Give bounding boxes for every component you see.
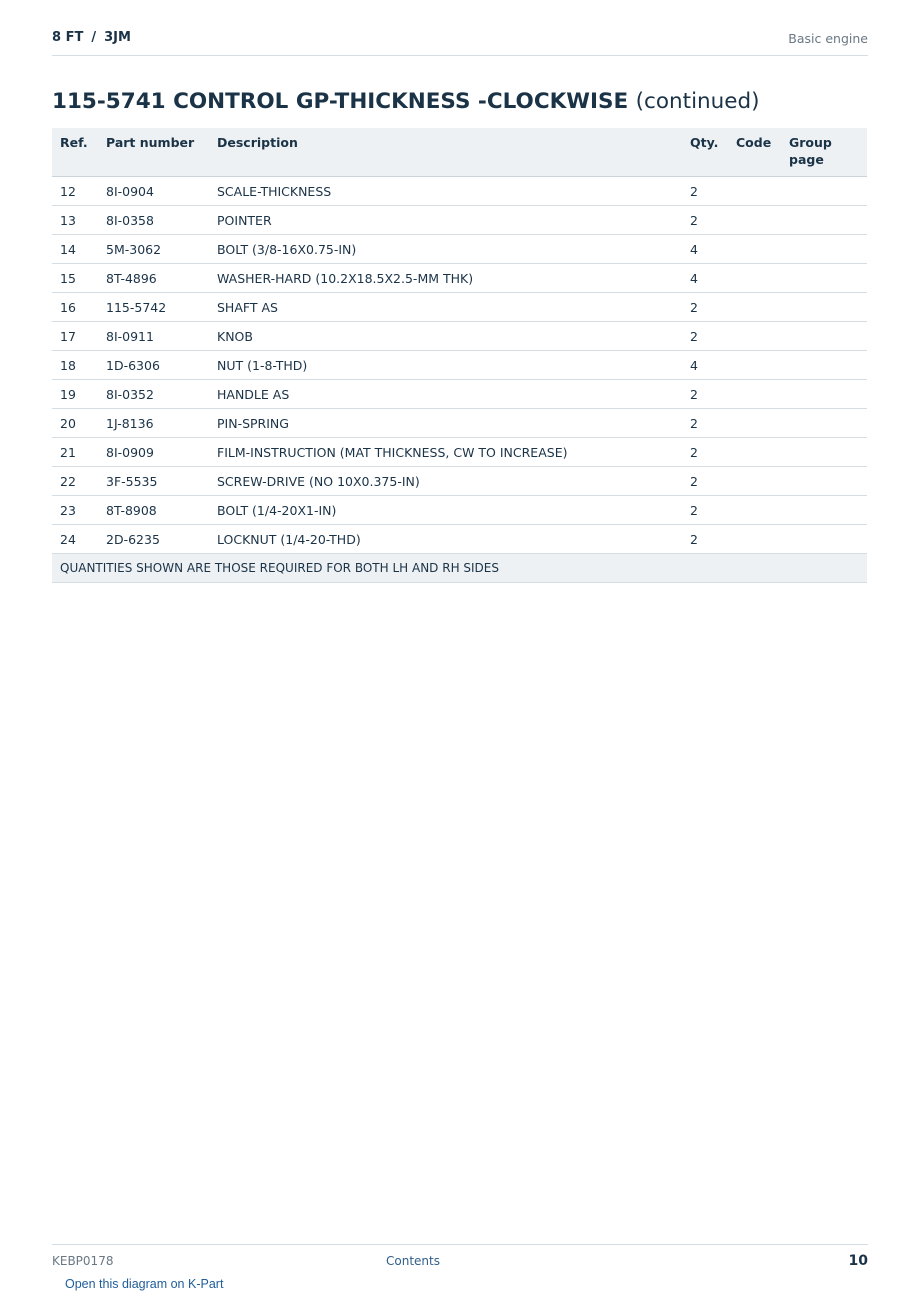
- part-number-cell[interactable]: 8T-8908: [98, 496, 209, 525]
- qty-cell: 2: [682, 467, 728, 496]
- document-id: KEBP0178: [52, 1254, 114, 1268]
- description-cell: LOCKNUT (1/4-20-THD): [209, 525, 682, 554]
- part-number-cell[interactable]: 8I-0358: [98, 206, 209, 235]
- description-cell: POINTER: [209, 206, 682, 235]
- breadcrumb: [52, 30, 131, 45]
- table-row: [52, 380, 867, 409]
- code-cell: [728, 380, 781, 409]
- qty-cell: 2: [682, 380, 728, 409]
- table-note-row: [52, 554, 867, 583]
- code-cell: [728, 264, 781, 293]
- group-page-cell: [781, 264, 867, 293]
- page-header: [52, 28, 868, 56]
- table-row: [52, 438, 867, 467]
- description-cell: PIN-SPRING: [209, 409, 682, 438]
- group-page-cell: [781, 380, 867, 409]
- quantities-note: QUANTITIES SHOWN ARE THOSE REQUIRED FOR BOTH LH AND RH SIDES: [52, 554, 867, 583]
- part-number-cell[interactable]: 8I-0911: [98, 322, 209, 351]
- qty-cell: 2: [682, 177, 728, 206]
- part-number-cell[interactable]: 1D-6306: [98, 351, 209, 380]
- table-row: [52, 235, 867, 264]
- group-page-cell: [781, 322, 867, 351]
- breadcrumb-serial[interactable]: 3JM: [104, 30, 131, 45]
- code-cell: [728, 496, 781, 525]
- ref-cell[interactable]: 17: [52, 322, 98, 351]
- group-page-cell: [781, 438, 867, 467]
- description-cell: SCREW-DRIVE (NO 10X0.375-IN): [209, 467, 682, 496]
- table-row: [52, 409, 867, 438]
- description-cell: HANDLE AS: [209, 380, 682, 409]
- ref-cell[interactable]: 22: [52, 467, 98, 496]
- description-cell: KNOB: [209, 322, 682, 351]
- table-row: [52, 206, 867, 235]
- table-row: [52, 525, 867, 554]
- page-footer: [52, 1244, 868, 1269]
- section-label: Basic engine: [788, 31, 868, 46]
- col-header-qty-label: Qty.: [690, 135, 719, 150]
- table-header-row: [52, 128, 867, 177]
- ref-cell[interactable]: 16: [52, 293, 98, 322]
- qty-cell: 2: [682, 525, 728, 554]
- ref-cell[interactable]: 15: [52, 264, 98, 293]
- code-cell: [728, 467, 781, 496]
- table-body: [52, 177, 867, 554]
- group-page-cell: [781, 467, 867, 496]
- description-cell: WASHER-HARD (10.2X18.5X2.5-MM THK): [209, 264, 682, 293]
- part-number-cell[interactable]: 8T-4896: [98, 264, 209, 293]
- qty-cell: 4: [682, 351, 728, 380]
- col-header-group-page: Group page: [781, 128, 867, 177]
- breadcrumb-model[interactable]: 8 FT: [52, 30, 84, 45]
- part-number-cell[interactable]: 8I-0352: [98, 380, 209, 409]
- parts-table: [52, 128, 867, 583]
- code-cell: [728, 438, 781, 467]
- table-row: [52, 351, 867, 380]
- ref-cell[interactable]: 23: [52, 496, 98, 525]
- description-cell: SCALE-THICKNESS: [209, 177, 682, 206]
- group-page-cell: [781, 409, 867, 438]
- group-page-cell: [781, 525, 867, 554]
- group-page-cell: [781, 235, 867, 264]
- ref-cell[interactable]: 19: [52, 380, 98, 409]
- ref-cell[interactable]: 21: [52, 438, 98, 467]
- page-number: 10: [848, 1253, 868, 1269]
- qty-cell: 4: [682, 264, 728, 293]
- table-row: [52, 467, 867, 496]
- col-header-ref: Ref.: [52, 128, 98, 177]
- col-header-code: Code: [728, 128, 781, 177]
- description-cell: SHAFT AS: [209, 293, 682, 322]
- qty-cell: 2: [682, 409, 728, 438]
- part-number-cell[interactable]: 1J-8136: [98, 409, 209, 438]
- part-number-cell[interactable]: 2D-6235: [98, 525, 209, 554]
- contents-link[interactable]: Contents: [386, 1254, 440, 1268]
- description-cell: NUT (1-8-THD): [209, 351, 682, 380]
- description-cell: BOLT (1/4-20X1-IN): [209, 496, 682, 525]
- code-cell: [728, 235, 781, 264]
- qty-cell: 2: [682, 206, 728, 235]
- open-kpart-link[interactable]: Open this diagram on K-Part: [65, 1277, 224, 1291]
- group-page-cell: [781, 293, 867, 322]
- code-cell: [728, 409, 781, 438]
- table-row: [52, 496, 867, 525]
- qty-cell: 2: [682, 322, 728, 351]
- part-number-cell[interactable]: 5M-3062: [98, 235, 209, 264]
- code-cell: [728, 322, 781, 351]
- qty-cell: 2: [682, 438, 728, 467]
- table-row: [52, 322, 867, 351]
- col-header-part-number: Part number: [98, 128, 209, 177]
- group-page-cell: [781, 496, 867, 525]
- qty-cell: 2: [682, 293, 728, 322]
- table-row: [52, 264, 867, 293]
- code-cell: [728, 293, 781, 322]
- breadcrumb-separator: /: [91, 30, 97, 45]
- code-cell: [728, 177, 781, 206]
- ref-cell[interactable]: 12: [52, 177, 98, 206]
- qty-cell: 4: [682, 235, 728, 264]
- group-page-cell: [781, 177, 867, 206]
- ref-cell[interactable]: 24: [52, 525, 98, 554]
- ref-cell[interactable]: 14: [52, 235, 98, 264]
- part-number-cell[interactable]: 8I-0904: [98, 177, 209, 206]
- qty-cell: 2: [682, 496, 728, 525]
- code-cell: [728, 525, 781, 554]
- part-number-cell[interactable]: 3F-5535: [98, 467, 209, 496]
- table-row: [52, 293, 867, 322]
- title-suffix: (continued): [635, 89, 760, 114]
- ref-cell[interactable]: 18: [52, 351, 98, 380]
- group-page-cell: [781, 351, 867, 380]
- ref-cell[interactable]: 20: [52, 409, 98, 438]
- title-main: 115-5741 CONTROL GP-THICKNESS -CLOCKWISE: [52, 89, 629, 114]
- page-title: [52, 89, 760, 114]
- description-cell: BOLT (3/8-16X0.75-IN): [209, 235, 682, 264]
- code-cell: [728, 206, 781, 235]
- part-number-cell[interactable]: 115-5742: [98, 293, 209, 322]
- col-header-description: Description: [209, 128, 682, 177]
- col-header-qty: [682, 128, 728, 177]
- description-cell: FILM-INSTRUCTION (MAT THICKNESS, CW TO INCREASE): [209, 438, 682, 467]
- group-page-cell: [781, 206, 867, 235]
- table-row: [52, 177, 867, 206]
- ref-cell[interactable]: 13: [52, 206, 98, 235]
- part-number-cell[interactable]: 8I-0909: [98, 438, 209, 467]
- code-cell: [728, 351, 781, 380]
